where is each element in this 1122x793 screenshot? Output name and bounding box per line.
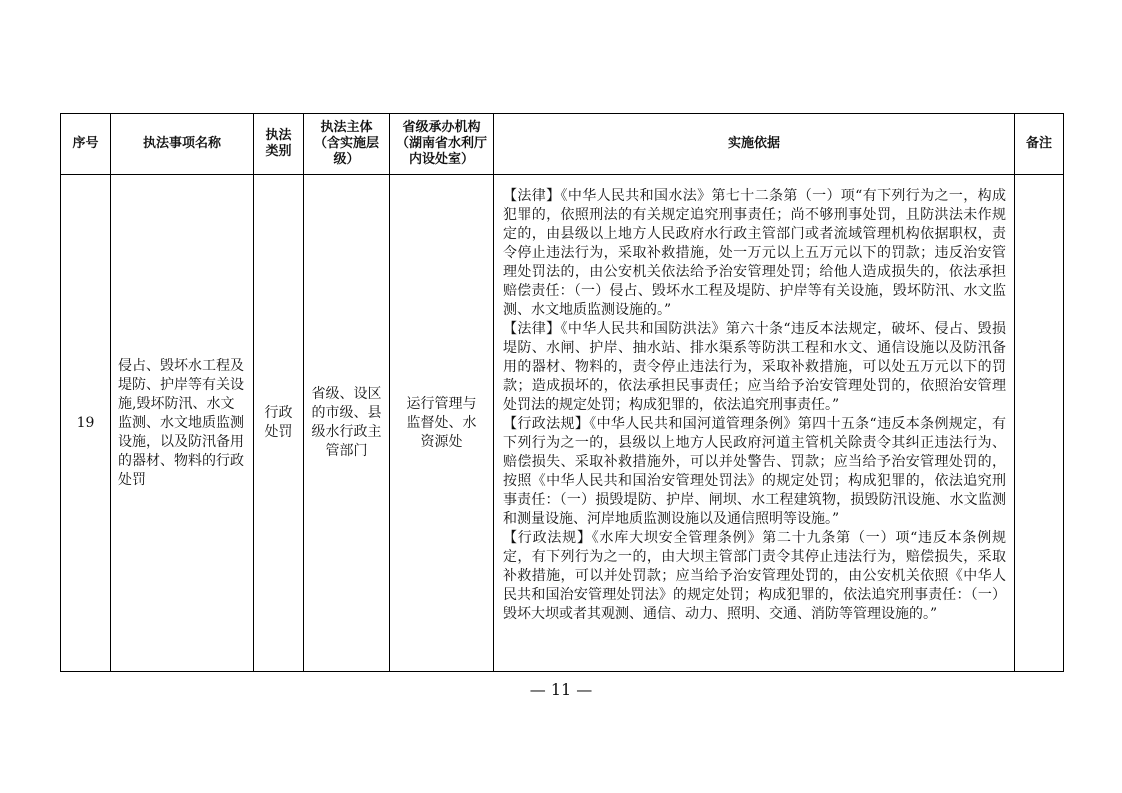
cell-basis bbox=[494, 175, 1015, 672]
header-category: 执法类别 bbox=[254, 114, 304, 175]
cell-item-name: 侵占、毁坏水工程及堤防、护岸等有关设施,毁坏防汛、水文监测、水文地质监测设施，以及防汛备用的器材、物料的行政处罚 bbox=[111, 175, 254, 672]
table-header-row bbox=[61, 114, 1064, 175]
cell-remarks bbox=[1015, 175, 1064, 672]
table-row bbox=[61, 175, 1064, 672]
header-seq: 序号 bbox=[61, 114, 111, 175]
cell-subject: 省级、设区的市级、县级水行政主管部门 bbox=[304, 175, 390, 672]
basis-paragraph: 【法律】《中华人民共和国防洪法》第六十条“违反本法规定，破坏、侵占、毁损堤防、水闸、护岸、抽水站、排水渠系等防洪工程和水文、通信设施以及防汛备用的器材、物料的，责令停止违法行为，采取补救措施，可以处五万元以下的罚款；造成损坏的，依法承担民事责任；应当给予治安管理处罚的，依照治安管理处罚法的规定处罚；构成犯罪的，依法追究刑事责任。” bbox=[503, 321, 1006, 413]
basis-paragraph: 【法律】《中华人民共和国水法》第七十二条第（一）项“有下列行为之一，构成犯罪的，依照刑法的有关规定追究刑事责任；尚不够刑事处罚，且防洪法未作规定的，由县级以上地方人民政府水行政主管部门或者流域管理机构依据职权，责令停止违法行为，采取补救措施，处一万元以上五万元以下的罚款；违反治安管理处罚法的，由公安机关依法给予治安管理处罚；给他人造成损失的，依法承担赔偿责任：（一）侵占、毁坏水工程及堤防、护岸等有关设施，毁坏防汛、水文监测、水文地质监测设施的。” bbox=[503, 188, 1006, 318]
header-item-name: 执法事项名称 bbox=[111, 114, 254, 175]
header-provincial-agency: 省级承办机构（湖南省水利厅内设处室） bbox=[390, 114, 494, 175]
header-remarks: 备注 bbox=[1015, 114, 1064, 175]
page-number: — 11 — bbox=[529, 680, 593, 699]
header-basis: 实施依据 bbox=[494, 114, 1015, 175]
header-subject: 执法主体（含实施层级） bbox=[304, 114, 390, 175]
cell-provincial-agency: 运行管理与监督处、水资源处 bbox=[390, 175, 494, 672]
basis-paragraph: 【行政法规】《水库大坝安全管理条例》第二十九条第（一）项“违反本条例规定，有下列行为之一的，由大坝主管部门责令其停止违法行为，赔偿损失，采取补救措施，可以并处罚款；应当给予治安管理处罚的，由公安机关依照《中华人民共和国治安管理处罚法》的规定处罚；构成犯罪的，依法追究刑事责任：（一）毁坏大坝或者其观测、通信、动力、照明、交通、消防等管理设施的。” bbox=[503, 530, 1006, 622]
cell-seq: 19 bbox=[61, 175, 111, 672]
enforcement-items-table bbox=[60, 113, 1064, 672]
cell-category: 行政处罚 bbox=[254, 175, 304, 672]
basis-paragraph: 【行政法规】《中华人民共和国河道管理条例》第四十五条“违反本条例规定，有下列行为之一的，县级以上地方人民政府河道主管机关除责令其纠正违法行为、赔偿损失、采取补救措施外，可以并处警告、罚款；应当给予治安管理处罚的，按照《中华人民共和国治安管理处罚法》的规定处罚；构成犯罪的，依法追究刑事责任：（一）损毁堤防、护岸、闸坝、水工程建筑物，损毁防汛设施、水文监测和测量设施、河岸地质监测设施以及通信照明等设施。” bbox=[503, 416, 1006, 527]
